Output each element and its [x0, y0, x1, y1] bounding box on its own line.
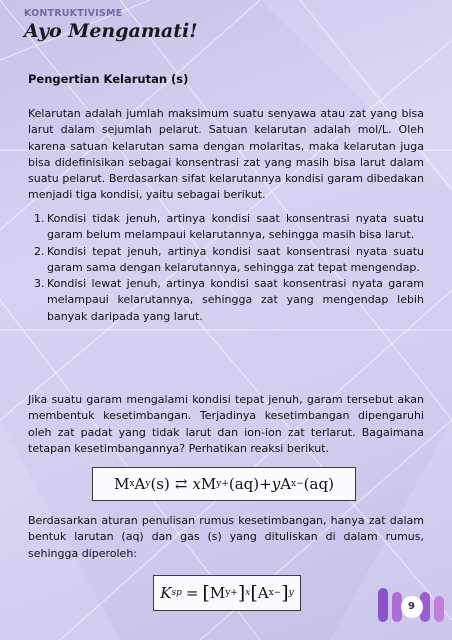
list-item: [28, 211, 424, 244]
eq-symbol: A: [280, 475, 292, 493]
eq-subscript: x: [129, 479, 135, 489]
eq-state: (aq): [228, 475, 260, 493]
ksp-equation: K sp = [ M y+ ] x [ A x− ] y: [153, 575, 301, 611]
section-kicker: KONTRUKTIVISME: [24, 8, 123, 19]
equilibrium-equation: [92, 467, 356, 501]
eq-plus: +: [259, 475, 272, 493]
eq-exponent: x: [245, 588, 251, 598]
eq-equals: =: [185, 584, 199, 602]
eq-charge: x−: [268, 588, 282, 598]
list-number: 2.: [34, 244, 45, 258]
eq-charge: y+: [216, 479, 229, 489]
eq-coefficient: y: [271, 475, 281, 493]
eq-symbol: A: [134, 475, 146, 493]
list-text: Kondisi lewat jenuh, artinya kondisi saat konsentrasi nyata garam melampaui kelarutannya, sehingga zat yang mengendap lebih banyak daripada yang larut.: [47, 277, 424, 323]
list-number: 3.: [34, 277, 45, 291]
equilibrium-arrow: ⇄: [174, 475, 188, 493]
eq-subscript: y: [145, 479, 151, 489]
page-number: 9: [408, 601, 415, 612]
condition-list: [28, 211, 424, 325]
eq-coefficient: x: [192, 475, 201, 493]
eq-symbol: A: [257, 584, 269, 602]
eq-charge: y+: [225, 588, 238, 598]
list-text: Kondisi tidak jenuh, artinya kondisi saat konsentrasi nyata suatu garam belum melampaui kelarutannya, sehingga masih bisa larut.: [47, 212, 424, 242]
eq-symbol: M: [200, 475, 217, 493]
eq-state: (s): [150, 475, 170, 493]
list-number: 1.: [34, 212, 45, 225]
paragraph-definition: Kelarutan adalah jumlah maksimum suatu senyawa atau zat yang bisa larut dalam sejumlah pelarut. Satuan kelarutan adalah mol/L. Oleh karena satuan kelarutan sama dengan molaritas, maka kelarutan juga bisa didefinisikan sebagai konsentrasi zat yang masih bisa larut dalam suatu pelarut. Berdasarkan sifat kelarutannya kondisi garam dibedakan menjadi tiga kondisi, yaitu sebagai berikut.: [28, 107, 424, 202]
list-item: [28, 276, 424, 325]
eq-symbol: M: [209, 584, 226, 602]
paragraph-equilibrium: Jika suatu garam mengalami kondisi tepat jenuh, garam tersebut akan membentuk kesetimbangan. Terjadinya kesetimbangan dipengaruhi oleh zat padat yang tidak larut dan ion-ion zat terlarut. Bagaimana tetapan kesetimbangannya? Perhatikan reaksi berikut.: [28, 393, 424, 455]
paragraph-rule: Berdasarkan aturan penulisan rumus kesetimbangan, hanya zat dalam bentuk larutan (aq) dan gas (s) yang dituliskan di dalam rumus, sehingga diperoleh:: [28, 514, 424, 560]
eq-subscript: sp: [171, 588, 182, 598]
eq-symbol: M: [114, 475, 130, 493]
eq-exponent: y: [288, 588, 294, 598]
eq-state: (aq): [303, 475, 334, 493]
page-title: Ayo Mengamati!: [24, 20, 198, 42]
section-heading: Pengertian Kelarutan (s): [28, 72, 189, 86]
eq-charge: x−: [291, 479, 304, 489]
eq-symbol: K: [160, 584, 172, 602]
list-item: [28, 244, 424, 277]
list-text: Kondisi tepat jenuh, artinya kondisi saat konsentrasi nyata suatu garam sama dengan kelarutannya, sehingga zat tepat mengendap.: [47, 244, 424, 274]
